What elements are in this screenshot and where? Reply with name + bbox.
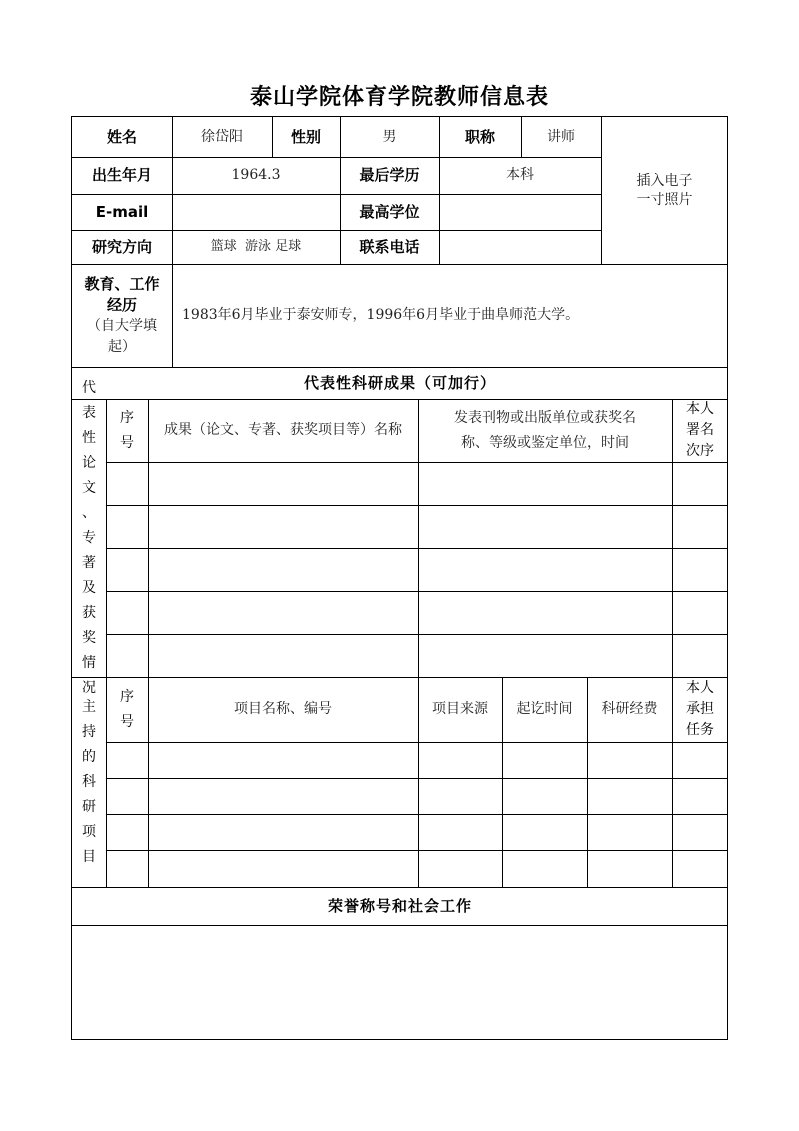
- experience-label-line4: 起）: [108, 338, 136, 355]
- research-results-side-char: 著: [82, 554, 96, 571]
- degree-label: 最高学位: [359, 202, 420, 221]
- rr-col-pub-line2: 称、等级或鉴定单位，时间: [461, 434, 629, 451]
- email-value[interactable]: [172, 194, 340, 230]
- phone-label: 联系电话: [359, 237, 420, 256]
- experience-label-line3: （自大学填: [87, 317, 157, 334]
- rr-col-no-char2: 号: [120, 434, 134, 451]
- research-results-side-char: 代: [82, 379, 96, 396]
- research-results-side-char: 获: [82, 604, 96, 621]
- research-results-side-char: 论: [82, 454, 96, 471]
- education-value[interactable]: 本科: [506, 167, 534, 184]
- photo-line-1: 插入电子: [636, 172, 693, 189]
- honors-content[interactable]: [72, 925, 728, 1040]
- teacher-info-table: [71, 116, 728, 1040]
- rr-col-rank-header: [672, 399, 728, 462]
- honors-title: 荣誉称号和社会工作: [327, 896, 472, 915]
- photo-line-2: 一寸照片: [636, 191, 693, 208]
- pj-col-no-char1: 序: [120, 688, 134, 705]
- pj-col-no-header: [106, 677, 148, 742]
- birth-label: 出生年月: [91, 166, 152, 185]
- rr-col-rank-line2: 署名: [686, 422, 714, 438]
- research-results-side-char: 文: [82, 479, 96, 496]
- education-label: 最后学历: [359, 166, 420, 185]
- research-results-title: 代表性科研成果（可加行）: [303, 373, 496, 392]
- projects-side-char: 研: [82, 798, 96, 815]
- projects-side-char: 的: [82, 748, 96, 765]
- projects-side-label: [72, 677, 106, 887]
- research-results-side-char: 表: [82, 404, 96, 421]
- projects-side-char: 持: [82, 723, 96, 740]
- gender-label: 性别: [290, 127, 321, 146]
- research-direction-value[interactable]: 篮球 游泳 足球: [210, 239, 302, 255]
- experience-label-line2: 经历: [106, 295, 137, 314]
- rank-label: 职称: [464, 127, 495, 146]
- research-results-side-char: 及: [82, 579, 96, 596]
- research-results-side-char: 性: [82, 429, 96, 446]
- projects-side-char: 科: [82, 773, 96, 790]
- pj-col-funds-header: 科研经费: [601, 701, 658, 718]
- research-results-side-char: 况: [82, 679, 96, 696]
- research-results-side-label: [72, 379, 106, 696]
- pj-col-task-header: [672, 677, 728, 742]
- experience-label: [72, 264, 172, 367]
- rr-col-rank-line3: 次序: [686, 443, 714, 459]
- rr-col-no-header: [106, 399, 148, 462]
- name-value[interactable]: 徐岱阳: [201, 128, 243, 145]
- photo-placeholder[interactable]: [601, 117, 728, 264]
- experience-label-line1: 教育、工作: [84, 274, 160, 293]
- research-results-side-char: 奖: [82, 629, 96, 646]
- rr-col-pub-header: [418, 399, 672, 462]
- rr-col-name-header: 成果（论文、专著、获奖项目等）名称: [164, 422, 402, 439]
- pj-col-no-char2: 号: [120, 713, 134, 730]
- research-direction-label: 研究方向: [91, 237, 152, 256]
- projects-side-char: 主: [82, 698, 96, 715]
- email-label: E-mail: [95, 202, 149, 221]
- pj-col-period-header: 起讫时间: [516, 701, 573, 718]
- rank-value[interactable]: 讲师: [547, 128, 575, 145]
- pj-col-task-line1: 本人: [686, 680, 714, 696]
- rr-col-rank-line1: 本人: [686, 401, 714, 417]
- pj-col-task-line2: 承担: [686, 701, 714, 717]
- pj-col-task-line3: 任务: [686, 722, 714, 738]
- research-results-side-char: 、: [82, 504, 96, 521]
- projects-side-char: 项: [82, 823, 96, 840]
- phone-value[interactable]: [439, 230, 601, 264]
- name-label: 姓名: [106, 127, 137, 146]
- page-title: 泰山学院体育学院教师信息表: [249, 84, 549, 110]
- degree-value[interactable]: [439, 194, 601, 230]
- gender-value[interactable]: 男: [382, 128, 397, 145]
- research-results-side-char: 情: [82, 654, 96, 671]
- rr-col-pub-line1: 发表刊物或出版单位或获奖名: [454, 409, 636, 426]
- research-results-side-char: 专: [82, 529, 96, 546]
- rr-col-no-char1: 序: [120, 409, 134, 426]
- pj-col-source-header: 项目来源: [432, 701, 488, 718]
- projects-side-char: 目: [82, 848, 96, 865]
- pj-col-name-header: 项目名称、编号: [234, 701, 332, 718]
- birth-value[interactable]: 1964.3: [231, 167, 281, 184]
- experience-text[interactable]: 1983年6月毕业于泰安师专，1996年6月毕业于曲阜师范大学。: [182, 307, 580, 324]
